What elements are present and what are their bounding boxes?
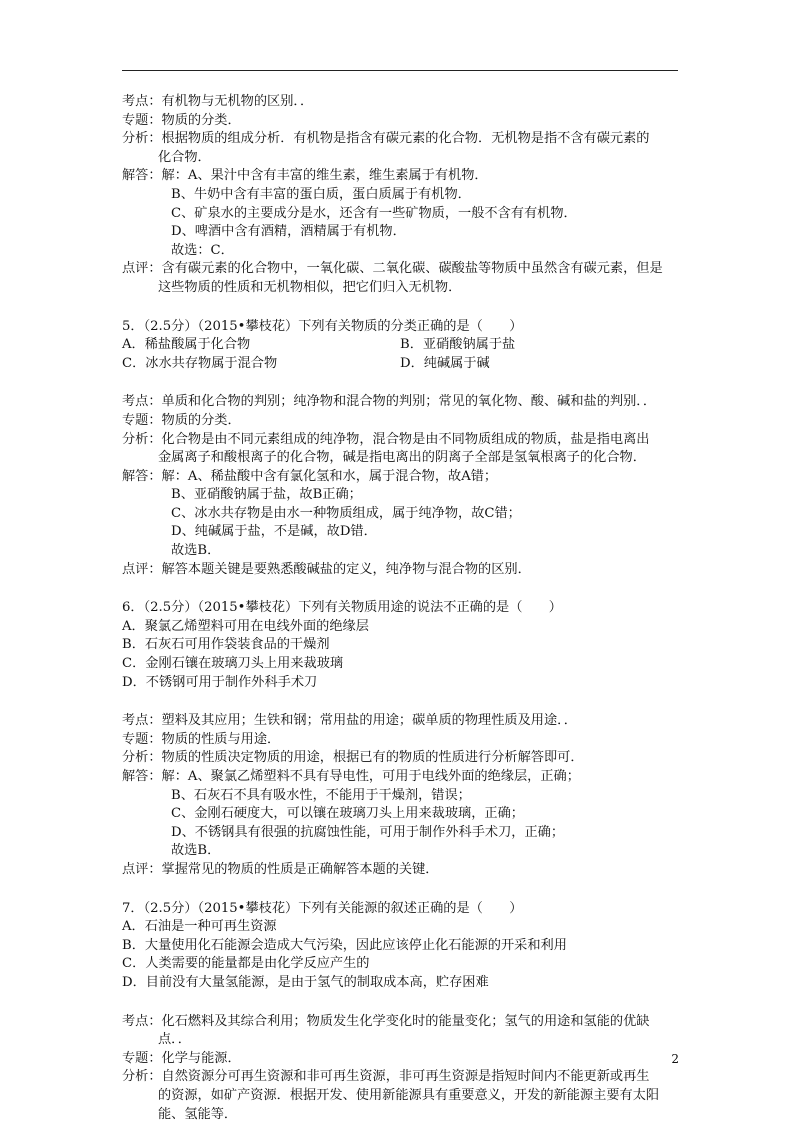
zhuanti-line: 专题：物质的分类．: [122, 412, 241, 428]
zhuanti-line: 专题：物质的分类．: [122, 112, 241, 128]
fenxi-line: 分析：物质的性质决定物质的用途，根据已有的物质的性质进行分析解答即可．: [122, 750, 584, 766]
dianping-line: 点评：解答本题关键是要熟悉酸碱盐的定义，纯净物与混合物的区别．: [122, 561, 531, 577]
page-number: 2: [671, 1052, 679, 1066]
option-b: B．大量使用化石能源会造成大气污染，因此应该停止化石能源的开采和利用: [122, 937, 567, 953]
option-a: A．石油是一种可再生资源: [122, 919, 277, 935]
jieda-line: D、纯碱属于盐，不是碱，故D错．: [171, 524, 377, 540]
fenxi-line: 金属离子和酸根离子的化合物，碱是指电离出的阴离子全部是氢氧根离子的化合物．: [158, 450, 646, 466]
jieda-line: D、啤酒中含有酒精，酒精属于有机物．: [171, 224, 406, 240]
jieda-line: B、石灰石不具有吸水性，不能用于干燥剂，错误；: [171, 787, 471, 803]
option-a: A．聚氯乙烯塑料可用在电线外面的绝缘层: [122, 618, 369, 634]
question-stem: 7．（2.5分）（2015•攀枝花）下列有关能源的叙述正确的是（ ）: [122, 900, 523, 916]
option-c: C．金刚石镶在玻璃刀头上用来裁玻璃: [122, 656, 344, 672]
option-b: B．亚硝酸钠属于盐: [400, 337, 516, 353]
option-c: C．冰水共存物属于混合物: [122, 355, 278, 371]
options-row: [122, 336, 682, 355]
dianping-line: 点评：掌握常见的物质的性质是正确解答本题的关键．: [122, 861, 439, 877]
jieda-line: 解答：解：A、聚氯乙烯塑料不具有导电性，可用于电线外面的绝缘层，正确；: [122, 769, 580, 784]
jieda-line: C、金刚石硬度大，可以镶在玻璃刀头上用来裁玻璃，正确；: [171, 806, 524, 822]
option-d: D．纯碱属于碱: [400, 355, 490, 371]
kaodian-line: 考点：化石燃料及其综合利用；物质发生化学变化时的能量变化；氢气的用途和氢能的优缺: [122, 1013, 650, 1029]
document-body: [122, 93, 682, 1124]
option-a: A．稀盐酸属于化合物: [122, 337, 251, 353]
zhuanti-line: 专题：化学与能源．: [122, 1050, 241, 1066]
dianping-line: 点评：含有碳元素的化合物中，一氧化碳、二氧化碳、碳酸盐等物质中虽然含有碳元素，但是: [122, 261, 663, 277]
jieda-line: 解答：解：A、稀盐酸中含有氯化氢和水，属于混合物，故A错；: [122, 468, 498, 484]
jieda-line: 故选B．: [171, 843, 221, 859]
option-d: D．目前没有大量氢能源，是由于氢气的制取成本高，贮存困难: [122, 974, 489, 990]
fenxi-line: 分析：根据物质的组成分析．有机物是指含有碳元素的化合物．无机物是指不含有碳元素的: [122, 131, 650, 147]
jieda-line: 解答：解：A、果汁中含有丰富的维生素，维生素属于有机物．: [122, 168, 488, 184]
question-5: [122, 318, 682, 580]
jieda-line: B、牛奶中含有丰富的蛋白质，蛋白质属于有机物．: [171, 186, 471, 202]
jieda-line: 故选B．: [171, 543, 221, 559]
option-d: D．不锈钢可用于制作外科手术刀: [122, 674, 318, 690]
kaodian-line: 考点：塑料及其应用；生铁和钢；常用盐的用途；碳单质的物理性质及用途．．: [122, 713, 577, 729]
fenxi-line: 分析：化合物是由不同元素组成的纯净物，混合物是由不同物质组成的物质，盐是指电离出: [122, 431, 650, 447]
question-stem: 5．（2.5分）（2015•攀枝花）下列有关物质的分类正确的是（ ）: [122, 318, 523, 334]
jieda-line: D、不锈钢具有很强的抗腐蚀性能，可用于制作外科手术刀，正确；: [171, 824, 565, 840]
fenxi-line: 能、氢能等．: [158, 1106, 238, 1122]
dianping-line: 这些物质的性质和无机物相似，把它们归入无机物．: [158, 279, 462, 295]
kaodian-line: 点．．: [158, 1032, 191, 1048]
jieda-line: 故选：C．: [171, 242, 234, 258]
q4-explanation: [122, 93, 682, 298]
fenxi-line: 分析：自然资源分可再生资源和非可再生资源，非可再生资源是指短时间内不能更新或再生: [122, 1069, 650, 1085]
option-c: C．人类需要的能量都是由化学反应产生的: [122, 956, 370, 972]
option-b: B．石灰石可用作袋装食品的干燥剂: [122, 637, 330, 653]
jieda-line: C、冰水共存物是由水一种物质组成，属于纯净物，故C错；: [171, 505, 521, 521]
kaodian-line: 考点：单质和化合物的判别；纯净物和混合物的判别；常见的氧化物、酸、碱和盐的判别．．: [122, 394, 657, 410]
fenxi-line: 化合物．: [158, 149, 211, 165]
options-row: [122, 355, 682, 374]
zhuanti-line: 专题：物质的性质与用途．: [122, 731, 281, 747]
question-stem: 6．（2.5分）（2015•攀枝花）下列有关物质用途的说法不正确的是（ ）: [122, 600, 562, 616]
fenxi-line: 的资源，如矿产资源．根据开发、使用新能源具有重要意义，开发的新能源主要有太阳: [158, 1087, 660, 1103]
jieda-line: B、亚硝酸钠属于盐，故B正确；: [171, 487, 362, 503]
jieda-line: C、矿泉水的主要成分是水，还含有一些矿物质，一般不含有有机物．: [171, 205, 577, 221]
question-6: [122, 599, 682, 879]
question-7: [122, 900, 682, 1125]
kaodian-line: 考点：有机物与无机物的区别．．: [122, 94, 314, 109]
header-rule: [122, 70, 678, 71]
